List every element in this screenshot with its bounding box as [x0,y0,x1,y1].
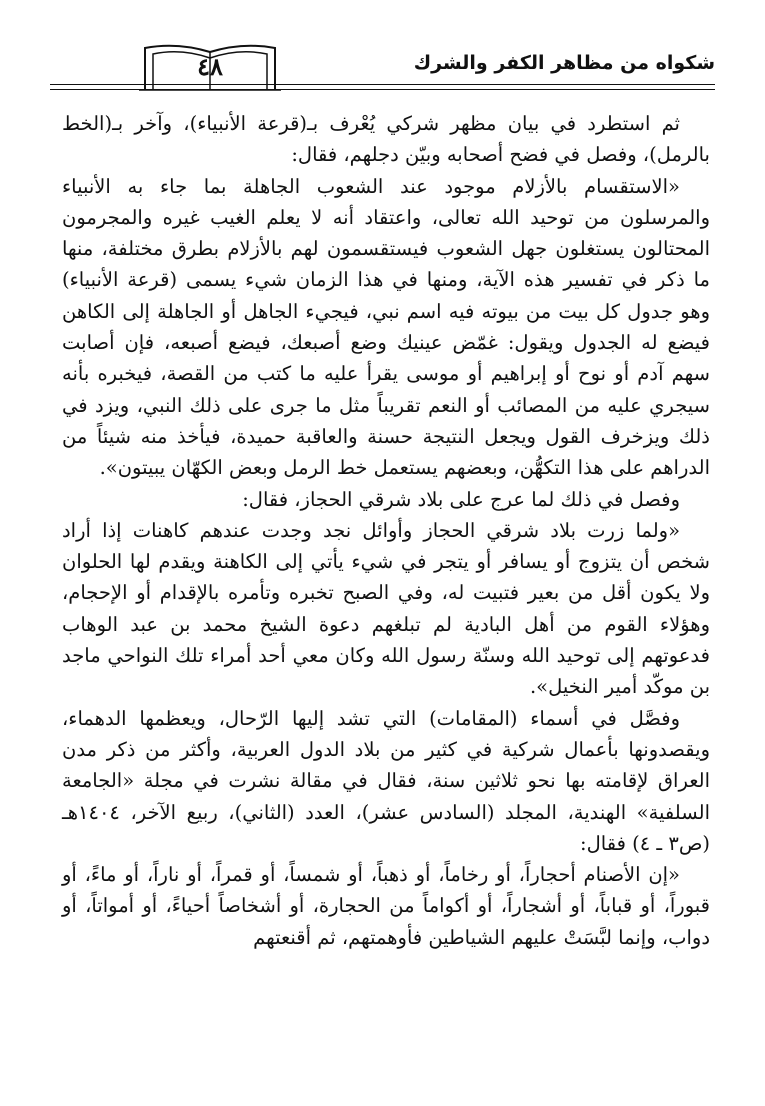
paragraph: «إن الأصنام أحجاراً، أو رخاماً، أو ذهباً، أو شمساً، أو قمراً، أو ناراً، أو ماءً، أو قبوراً، أو قباباً، أو أشجاراً، أو أكواماً من الحجارة، أو أشخاصاً أحياءً، أو أمواتاً، أو دواب، وإنما لبَّسَتْ عليهم الشياطين فأوهمتهم، ثم أقنعتهم [62,863,710,949]
paragraph: ثم استطرد في بيان مظهر شركي يُعْرف بـ(قرعة الأنبياء)، وآخر بـ(الخط بالرمل)، وفصل في فضح أصحابه وبيّن دجلهم، فقال: [62,112,710,167]
paragraph: وفصل في ذلك لما عرج على بلاد شرقي الحجاز، فقال: [242,487,680,511]
paragraph: «ولما زرت بلاد شرقي الحجاز وأوائل نجد وجدت عندهم كاهنات إذا أراد شخص أن يتزوج أو يسافر أو يتجر في شيء يأتي إلى الكاهنة ويقدم لها الحلوان ولا يكون أقل من بعير فتبيت له، وفي الصبح تخبره وتأمره بالإقدام أو الإحجام، وهؤلاء القوم من أهل البادية لم تبلغهم دعوة الشيخ محمد بن عبد الوهاب فدعوتهم إلى توحيد الله وسنّة رسول الله وكان معي أحد أمراء تلك النواحي ماجد بن موكّد أمير النخيل». [62,518,710,699]
page-number-badge [135,40,285,94]
body-text [62,108,710,953]
header-rule-bottom [50,89,715,90]
page-number: ٤٨ [197,52,223,81]
paragraph: وفصَّل في أسماء (المقامات) التي تشد إليها الرّحال، ويعظمها الدهماء، ويقصدونها بأعمال شركية في كثير من بلاد الدول العربية، وأكثر من ذكر مدن العراق لإقامته بها نحو ثلاثين سنة، فقال في مقالة نشرت في مجلة «الجامعة السلفية» الهندية، المجلد (السادس عشر)، العدد (الثاني)، ربيع الآخر، ١٤٠٤هـ (ص٣ ـ ٤) فقال: [62,706,710,855]
header-rule-top [50,84,715,85]
paragraph: «الاستقسام بالأزلام موجود عند الشعوب الجاهلة بما جاء به الأنبياء والمرسلون من توحيد الله تعالى، واعتقاد أنه لا يعلم الغيب غيره والمجرمون المحتالون يستغلون جهل الشعوب فيستقسمون لهم بالأزلام بطرق مختلفة، منها ما ذكر في تفسير هذه الآية، ومنها في هذا الزمان شيء يسمى (قرعة الأنبياء) وهو جدول كل بيت من بيوته فيه اسم نبي، فيجيء الجاهل أو الجاهلة إلى الكاهن فيضع له الجدول ويقول: غمّض عينيك وضع أصبعك، فيضع أصبعه، فإن أصابت سهم آدم أو نوح أو إبراهيم أو موسى يقرأ عليه ما كتب من القصة، فيخبره بأنه سيجري عليه من المصائب أو النعم تقريباً مثل ما جرى على ذلك النبي، ويزد في ذلك ويزخرف القول ويجعل النتيجة حسنة والعاقبة حميدة، فيأخذ منه شيئاً من الدراهم على هذا التكهُّن، وبعضهم يستعمل خط الرمل وبعض الكهّان يبيتون». [62,174,710,480]
running-title: شكواه من مظاهر الكفر والشرك [413,52,715,74]
page-header [50,40,715,100]
